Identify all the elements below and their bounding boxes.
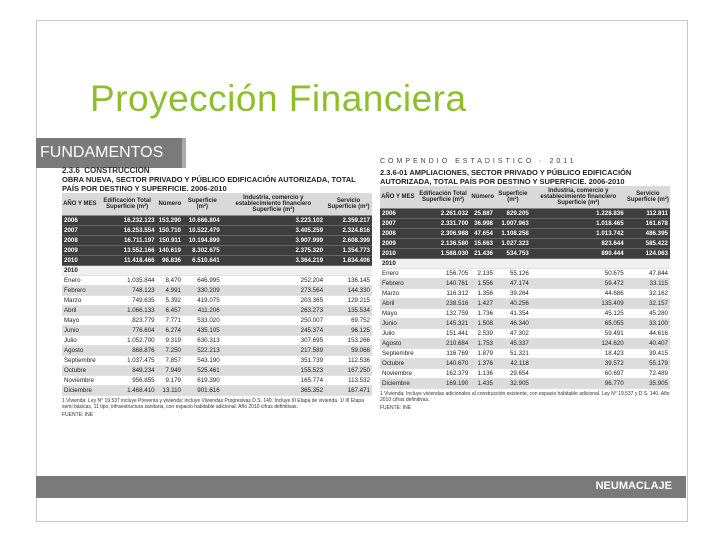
right-header-cell: Edificación Total Superficie (m²) bbox=[416, 186, 471, 209]
left-table-cell: 525.461 bbox=[183, 366, 222, 376]
left-table-cell: 96.125 bbox=[325, 326, 372, 336]
right-table-cell: 112.811 bbox=[626, 209, 670, 219]
left-table-cell: 2009 bbox=[62, 246, 98, 256]
left-table-cell: 96.836 bbox=[157, 256, 183, 266]
left-table-cell: 250.007 bbox=[222, 316, 325, 326]
right-table-row bbox=[380, 359, 670, 369]
left-table-cell: 167.250 bbox=[325, 366, 372, 376]
right-table-panel bbox=[380, 158, 670, 458]
left-table-cell: 8.302.675 bbox=[183, 246, 222, 256]
left-table-panel bbox=[62, 166, 372, 458]
left-table-cell: 155.523 bbox=[222, 366, 325, 376]
left-table-cell: 901.616 bbox=[183, 386, 222, 396]
left-table-row bbox=[62, 246, 372, 256]
right-table-row bbox=[380, 279, 670, 289]
right-table-row bbox=[380, 239, 670, 249]
right-table-cell: 45.280 bbox=[626, 309, 670, 319]
right-header-cell: Servicio Superficie (m²) bbox=[626, 186, 670, 209]
right-subtitle-text: AMPLIACIONES, SECTOR PRIVADO Y PÚBLICO EDIFICACIÓN AUTORIZADA, TOTAL PAÍS POR DESTINO Y SUPERFICIE. 2006-2010 bbox=[380, 168, 632, 186]
left-table-cell: 203.365 bbox=[222, 296, 325, 306]
left-table-cell: 411.206 bbox=[183, 306, 222, 316]
right-table-cell: 15.663 bbox=[470, 239, 495, 249]
footer-bar bbox=[36, 476, 686, 498]
left-table-cell: 2010 bbox=[62, 256, 98, 266]
right-table-cell: 47.654 bbox=[470, 229, 495, 239]
left-table-cell: 330.209 bbox=[183, 286, 222, 296]
left-table-cell: Enero bbox=[62, 276, 98, 286]
left-table-cell: Septiembre bbox=[64, 357, 96, 364]
left-table-cell: 10.522.479 bbox=[183, 226, 222, 236]
left-table-cell: 13.552.166 bbox=[98, 246, 157, 256]
right-table-cell: 40.407 bbox=[626, 339, 670, 349]
left-table-cell: 351.739 bbox=[222, 356, 325, 366]
right-table-cell: 2009 bbox=[380, 239, 416, 249]
right-table-cell: 18.423 bbox=[531, 349, 626, 359]
right-table-cell: 132.759 bbox=[416, 309, 471, 319]
left-header-cell: Superficie (m²) bbox=[183, 193, 222, 216]
right-table-cell: 29.654 bbox=[495, 369, 531, 379]
left-table-cell: 1.052.700 bbox=[98, 336, 157, 346]
left-heading: CONSTRUCCIÓN bbox=[84, 166, 150, 175]
right-table-caption: COMPENDIO ESTADÍSTICO · 2011 bbox=[380, 158, 577, 165]
left-table-cell: Agosto bbox=[62, 346, 98, 356]
left-table-cell: 2.324.816 bbox=[325, 226, 372, 236]
right-table-cell: 585.422 bbox=[626, 239, 670, 249]
left-table-cell: 2007 bbox=[62, 226, 98, 236]
left-table-row bbox=[62, 216, 372, 226]
right-header-cell: Industria, comercio y establecimiento financiero Superficie (m²) bbox=[531, 186, 626, 209]
right-table-cell: 55.126 bbox=[495, 269, 531, 279]
left-table-row bbox=[62, 386, 372, 396]
right-table-cell: Febrero bbox=[380, 279, 416, 289]
left-table-cell: 849.234 bbox=[98, 366, 157, 376]
right-table-cell: 140.670 bbox=[416, 359, 471, 369]
left-table-cell: 136.145 bbox=[325, 276, 372, 286]
left-table-cell: 7.771 bbox=[157, 316, 183, 326]
left-table-cell: 217.589 bbox=[222, 346, 325, 356]
footer-label: NEUMACLAJE bbox=[595, 480, 672, 492]
right-table-cell: 486.395 bbox=[626, 229, 670, 239]
right-table-cell: 60.697 bbox=[531, 369, 626, 379]
right-table-row bbox=[380, 289, 670, 299]
left-table-cell: 2.359.217 bbox=[325, 216, 372, 226]
right-table-cell: 39.415 bbox=[626, 349, 670, 359]
right-table-cell: 47.844 bbox=[626, 269, 670, 279]
left-table-cell: 11.418.466 bbox=[98, 256, 157, 266]
right-table-subtitle bbox=[380, 168, 670, 186]
left-table-cell: 630.313 bbox=[183, 336, 222, 346]
right-table-cell: 1.588.030 bbox=[416, 249, 471, 259]
left-table-cell: 748.123 bbox=[98, 286, 157, 296]
right-table-row bbox=[380, 329, 670, 339]
right-table-cell: Diciembre bbox=[380, 379, 416, 389]
left-table-cell: 140.619 bbox=[158, 247, 181, 254]
right-table-cell: 1.435 bbox=[470, 379, 495, 389]
left-table-row bbox=[62, 226, 372, 236]
right-table-cell: 45.337 bbox=[495, 339, 531, 349]
right-table-cell: 890.444 bbox=[531, 249, 626, 259]
right-table-cell: 2.135 bbox=[470, 269, 495, 279]
left-table-cell: 1.354.773 bbox=[325, 246, 372, 256]
right-table-cell: 39.264 bbox=[495, 289, 531, 299]
right-table-cell: Junio bbox=[380, 319, 416, 329]
right-table-cell: 46.340 bbox=[495, 319, 531, 329]
right-table-row bbox=[380, 299, 670, 309]
left-table-cell: 7.949 bbox=[157, 366, 183, 376]
right-table-cell: Noviembre bbox=[380, 369, 416, 379]
left-table-row bbox=[62, 316, 372, 326]
left-table-notes: 1 Vivienda: Ley N° 19.537 incluye Preventa y vivienda: incluye Viviendas Progresivas D.S. 140. Incluye III Etapa de vivienda. 1/ III Etapa semi básicas, 11 tipo, infraestructura sanitaria, con espacio habitable adicional. Año 2010 cifras definitivas. bbox=[62, 398, 364, 410]
left-table-cell: 129.215 bbox=[325, 296, 372, 306]
left-table-cell: 435.105 bbox=[183, 326, 222, 336]
left-table-row bbox=[62, 376, 372, 386]
right-table-row bbox=[380, 209, 670, 219]
right-table-cell: 1.376 bbox=[470, 359, 495, 369]
right-table-row bbox=[380, 339, 670, 349]
left-header-cell: AÑO Y MES bbox=[62, 193, 98, 216]
left-table-cell: 112.536 bbox=[325, 356, 372, 366]
left-table-cell: 1.834.406 bbox=[325, 256, 372, 266]
right-table-cell: 1.018.465 bbox=[531, 219, 626, 229]
right-table-cell: 2010 bbox=[380, 249, 416, 259]
left-table-cell: 252.204 bbox=[222, 276, 325, 286]
left-table-cell: 9.319 bbox=[157, 336, 183, 346]
right-table-row bbox=[380, 379, 670, 389]
left-table-row bbox=[62, 336, 372, 346]
left-table-cell: 10.666.804 bbox=[183, 216, 222, 226]
right-table-cell: 1.508 bbox=[470, 319, 495, 329]
left-table-cell: Diciembre bbox=[62, 386, 98, 396]
left-table-cell: 3.223.102 bbox=[222, 216, 325, 226]
right-table-row bbox=[380, 229, 670, 239]
right-table-cell: 124.063 bbox=[626, 249, 670, 259]
right-table-cell: 823.644 bbox=[531, 239, 626, 249]
left-table-cell: 307.695 bbox=[222, 336, 325, 346]
right-table-cell: 1.136 bbox=[470, 369, 495, 379]
left-table-cell: 13.110 bbox=[157, 386, 183, 396]
left-table-cell: 153.290 bbox=[158, 217, 181, 224]
right-table-cell: 151.441 bbox=[416, 329, 471, 339]
right-table-cell: 47.174 bbox=[495, 279, 531, 289]
left-table-cell: 4.991 bbox=[157, 286, 183, 296]
right-table-cell: 50.675 bbox=[531, 269, 626, 279]
left-table-cell: 6.274 bbox=[157, 326, 183, 336]
right-table-cell: 534.753 bbox=[495, 249, 531, 259]
right-table-source: FUENTE: INE bbox=[380, 405, 412, 411]
right-table-cell: Enero bbox=[380, 269, 416, 279]
left-table-cell: 365.352 bbox=[222, 386, 325, 396]
right-table-cell: 140.761 bbox=[416, 279, 471, 289]
right-table-cell: 96.770 bbox=[531, 379, 626, 389]
right-table-cell: 2.331.700 bbox=[416, 219, 471, 229]
right-table-cell: Marzo bbox=[380, 289, 416, 299]
left-header-cell: Edificación Total Superficie (m²) bbox=[98, 193, 157, 216]
left-table-row bbox=[62, 256, 372, 266]
right-data-table bbox=[380, 186, 670, 389]
right-table-cell: 210.684 bbox=[416, 339, 471, 349]
left-table-row bbox=[62, 306, 372, 316]
right-table-cell: Mayo bbox=[380, 309, 416, 319]
left-subyear-label: 2010 bbox=[62, 266, 372, 276]
left-table-cell: 956.855 bbox=[98, 376, 157, 386]
right-table-row bbox=[380, 319, 670, 329]
right-table-cell: 1.556 bbox=[470, 279, 495, 289]
right-table-cell: Julio bbox=[380, 329, 416, 339]
left-table-row bbox=[62, 326, 372, 336]
left-table-cell: 153.266 bbox=[325, 336, 372, 346]
left-table-cell: 1.468.410 bbox=[98, 386, 157, 396]
left-table-cell: 167.471 bbox=[325, 386, 372, 396]
left-table-cell: 1.035.844 bbox=[98, 276, 157, 286]
right-table-row bbox=[380, 219, 670, 229]
right-table-cell: 25.887 bbox=[470, 209, 495, 219]
left-table-cell: 2008 bbox=[62, 236, 98, 246]
right-table-cell: 116.312 bbox=[416, 289, 471, 299]
right-table-cell: 2.539 bbox=[470, 329, 495, 339]
section-label: FUNDAMENTOS bbox=[36, 138, 186, 168]
right-table-cell: 33.100 bbox=[626, 319, 670, 329]
right-table-cell: 32.162 bbox=[626, 289, 670, 299]
right-table-cell: 35.905 bbox=[626, 379, 670, 389]
left-table-cell: 150.710 bbox=[158, 227, 181, 234]
left-table-row bbox=[62, 346, 372, 356]
left-subyear-row bbox=[62, 266, 372, 276]
right-table-cell: 21.436 bbox=[470, 249, 495, 259]
right-subyear-label: 2010 bbox=[380, 259, 670, 269]
left-table-cell: 1.037.475 bbox=[98, 356, 157, 366]
right-table-cell: 32.157 bbox=[626, 299, 670, 309]
right-table-cell: 1.027.323 bbox=[495, 239, 531, 249]
left-table-cell: Mayo bbox=[62, 316, 98, 326]
left-table-cell: 2006 bbox=[62, 216, 98, 226]
right-table-cell: 72.489 bbox=[626, 369, 670, 379]
left-table-cell: 868.876 bbox=[98, 346, 157, 356]
left-table-cell: 749.635 bbox=[98, 296, 157, 306]
right-subyear-row bbox=[380, 259, 670, 269]
right-table-row bbox=[380, 309, 670, 319]
right-table-cell: 51.321 bbox=[495, 349, 531, 359]
left-table-cell: Junio bbox=[62, 326, 98, 336]
left-table-cell: 3.907.999 bbox=[222, 236, 325, 246]
right-table-notes: 1 Vivienda: Incluye viviendas adicionales al construcción existente, con espacio habitable adicional. Ley N° 19.537 y D.S. 140. Año 2010 cifras definitivas. bbox=[380, 391, 670, 403]
left-table-cell: 522.213 bbox=[183, 346, 222, 356]
left-table-cell: 419.075 bbox=[183, 296, 222, 306]
left-table-cell: 6.510.641 bbox=[183, 256, 222, 266]
right-table-cell: 1.736 bbox=[470, 309, 495, 319]
left-table-cell: 7.250 bbox=[157, 346, 183, 356]
left-table-subtitle: OBRA NUEVA, SECTOR PRIVADO Y PÚBLICO EDIFICACIÓN AUTORIZADA, TOTAL PAÍS POR DESTINO Y SUPERFICIE. 2006-2010 bbox=[62, 175, 356, 193]
right-table-row bbox=[380, 369, 670, 379]
left-table-cell: 2.375.320 bbox=[222, 246, 325, 256]
left-table-cell: 5.392 bbox=[157, 296, 183, 306]
left-table-cell: Febrero bbox=[62, 286, 98, 296]
right-table-cell: 161.678 bbox=[626, 219, 670, 229]
left-table-cell: 543.190 bbox=[183, 356, 222, 366]
right-table-cell: Agosto bbox=[380, 339, 416, 349]
left-table-cell: 9.179 bbox=[157, 376, 183, 386]
right-table-cell: 2008 bbox=[380, 229, 416, 239]
left-table-code bbox=[62, 166, 372, 175]
left-table-cell: 263.273 bbox=[222, 306, 325, 316]
left-table-cell: 619.390 bbox=[183, 376, 222, 386]
left-header-cell: Servicio Superficie (m²) bbox=[325, 193, 372, 216]
left-table-cell: Julio bbox=[62, 336, 98, 346]
left-table-cell: 3.405.259 bbox=[222, 226, 325, 236]
right-table-cell: 41.354 bbox=[495, 309, 531, 319]
right-table-cell: 1.753 bbox=[470, 339, 495, 349]
right-table-cell: 1.013.742 bbox=[531, 229, 626, 239]
left-table-row bbox=[62, 356, 372, 366]
right-table-cell: 1.108.258 bbox=[495, 229, 531, 239]
left-table-row bbox=[62, 296, 372, 306]
right-table-cell: 39.572 bbox=[531, 359, 626, 369]
left-table-cell: 10.194.899 bbox=[183, 236, 222, 246]
left-table-row bbox=[62, 276, 372, 286]
slide-title: Proyección Financiera bbox=[90, 78, 467, 119]
left-table-cell: 135.534 bbox=[325, 306, 372, 316]
right-table-cell: 169.190 bbox=[416, 379, 471, 389]
right-table-cell: 124.620 bbox=[531, 339, 626, 349]
right-header-cell: Número bbox=[470, 186, 495, 209]
right-table-cell: 156.705 bbox=[416, 269, 471, 279]
right-table-cell: Octubre bbox=[380, 359, 416, 369]
right-table-cell: 2.136.580 bbox=[416, 239, 471, 249]
left-table-cell: 165.774 bbox=[222, 376, 325, 386]
left-table-cell: 59.066 bbox=[325, 346, 372, 356]
right-table-cell: 59.491 bbox=[531, 329, 626, 339]
left-table-cell: 16.253.554 bbox=[98, 226, 157, 236]
left-table-cell: 69.752 bbox=[325, 316, 372, 326]
left-table-cell: 6.457 bbox=[157, 306, 183, 316]
right-table-cell: 1.427 bbox=[470, 299, 495, 309]
left-table-cell: 16.232.123 bbox=[98, 216, 157, 226]
left-table-row bbox=[62, 286, 372, 296]
right-table-cell: Septiembre bbox=[382, 350, 414, 357]
left-table-cell: 823.779 bbox=[98, 316, 157, 326]
left-table-cell: 646.995 bbox=[183, 276, 222, 286]
left-table-cell: 273.564 bbox=[222, 286, 325, 296]
left-table-cell: Abril bbox=[62, 306, 98, 316]
right-table-cell: 32.905 bbox=[495, 379, 531, 389]
left-table-cell: 533.020 bbox=[183, 316, 222, 326]
right-header-cell: Superficie (m²) bbox=[495, 186, 531, 209]
right-table-cell: 40.256 bbox=[495, 299, 531, 309]
right-header-cell: AÑO Y MES bbox=[380, 186, 416, 209]
left-header-cell: Número bbox=[157, 193, 183, 216]
left-table-cell: 150.911 bbox=[157, 236, 183, 246]
right-table-row bbox=[380, 269, 670, 279]
left-table-cell: 7.857 bbox=[157, 356, 183, 366]
left-header-cell: Industria, comercio y establecimiento financiero Superficie (m²) bbox=[222, 193, 325, 216]
right-table-cell: 2.306.988 bbox=[416, 229, 471, 239]
right-table-cell: Abril bbox=[380, 299, 416, 309]
right-table-cell: 2.261.032 bbox=[416, 209, 471, 219]
right-table-cell: 55.179 bbox=[626, 359, 670, 369]
right-table-cell: 42.118 bbox=[495, 359, 531, 369]
right-table-cell: 829.205 bbox=[495, 209, 531, 219]
right-table-cell: 116.769 bbox=[416, 349, 471, 359]
left-data-table bbox=[62, 193, 372, 396]
left-table-cell: 2.608.399 bbox=[325, 236, 372, 246]
right-table-row bbox=[380, 349, 670, 359]
right-table-cell: 44.686 bbox=[531, 289, 626, 299]
left-table-cell: 1.066.133 bbox=[98, 306, 157, 316]
left-table-cell: 16.711.197 bbox=[98, 236, 157, 246]
left-table-source: FUENTE: INE bbox=[62, 412, 94, 418]
left-table-cell: 144.330 bbox=[325, 286, 372, 296]
right-table-cell: 65.055 bbox=[531, 319, 626, 329]
left-table-row bbox=[62, 366, 372, 376]
left-table-cell: Octubre bbox=[62, 366, 98, 376]
right-table-cell: 59.472 bbox=[531, 279, 626, 289]
right-code: 2.3.6-01 bbox=[380, 168, 408, 177]
right-table-row bbox=[380, 249, 670, 259]
right-table-cell: 45.125 bbox=[531, 309, 626, 319]
right-table-cell: 47.302 bbox=[495, 329, 531, 339]
right-table-cell: 1.356 bbox=[470, 289, 495, 299]
left-table-cell: Marzo bbox=[62, 296, 98, 306]
right-table-cell: 1.879 bbox=[470, 349, 495, 359]
right-table-cell: 36.998 bbox=[470, 219, 495, 229]
right-table-cell: 2006 bbox=[380, 209, 416, 219]
left-table-cell: Noviembre bbox=[62, 376, 98, 386]
right-table-cell: 33.115 bbox=[626, 279, 670, 289]
left-code: 2.3.6 bbox=[62, 166, 80, 175]
right-table-cell: 238.516 bbox=[416, 299, 471, 309]
right-table-cell: 44.616 bbox=[626, 329, 670, 339]
left-table-cell: 8.470 bbox=[157, 276, 183, 286]
left-table-row bbox=[62, 236, 372, 246]
right-table-cell: 2007 bbox=[380, 219, 416, 229]
right-table-cell: 162.379 bbox=[416, 369, 471, 379]
right-table-cell: 135.409 bbox=[531, 299, 626, 309]
right-table-cell: 1.007.963 bbox=[495, 219, 531, 229]
left-table-cell: 113.532 bbox=[325, 376, 372, 386]
left-table-cell: 3.364.219 bbox=[222, 256, 325, 266]
left-table-cell: 245.374 bbox=[222, 326, 325, 336]
left-table-cell: 776.604 bbox=[98, 326, 157, 336]
right-table-cell: 1.228.836 bbox=[531, 209, 626, 219]
right-table-cell: 145.321 bbox=[416, 319, 471, 329]
